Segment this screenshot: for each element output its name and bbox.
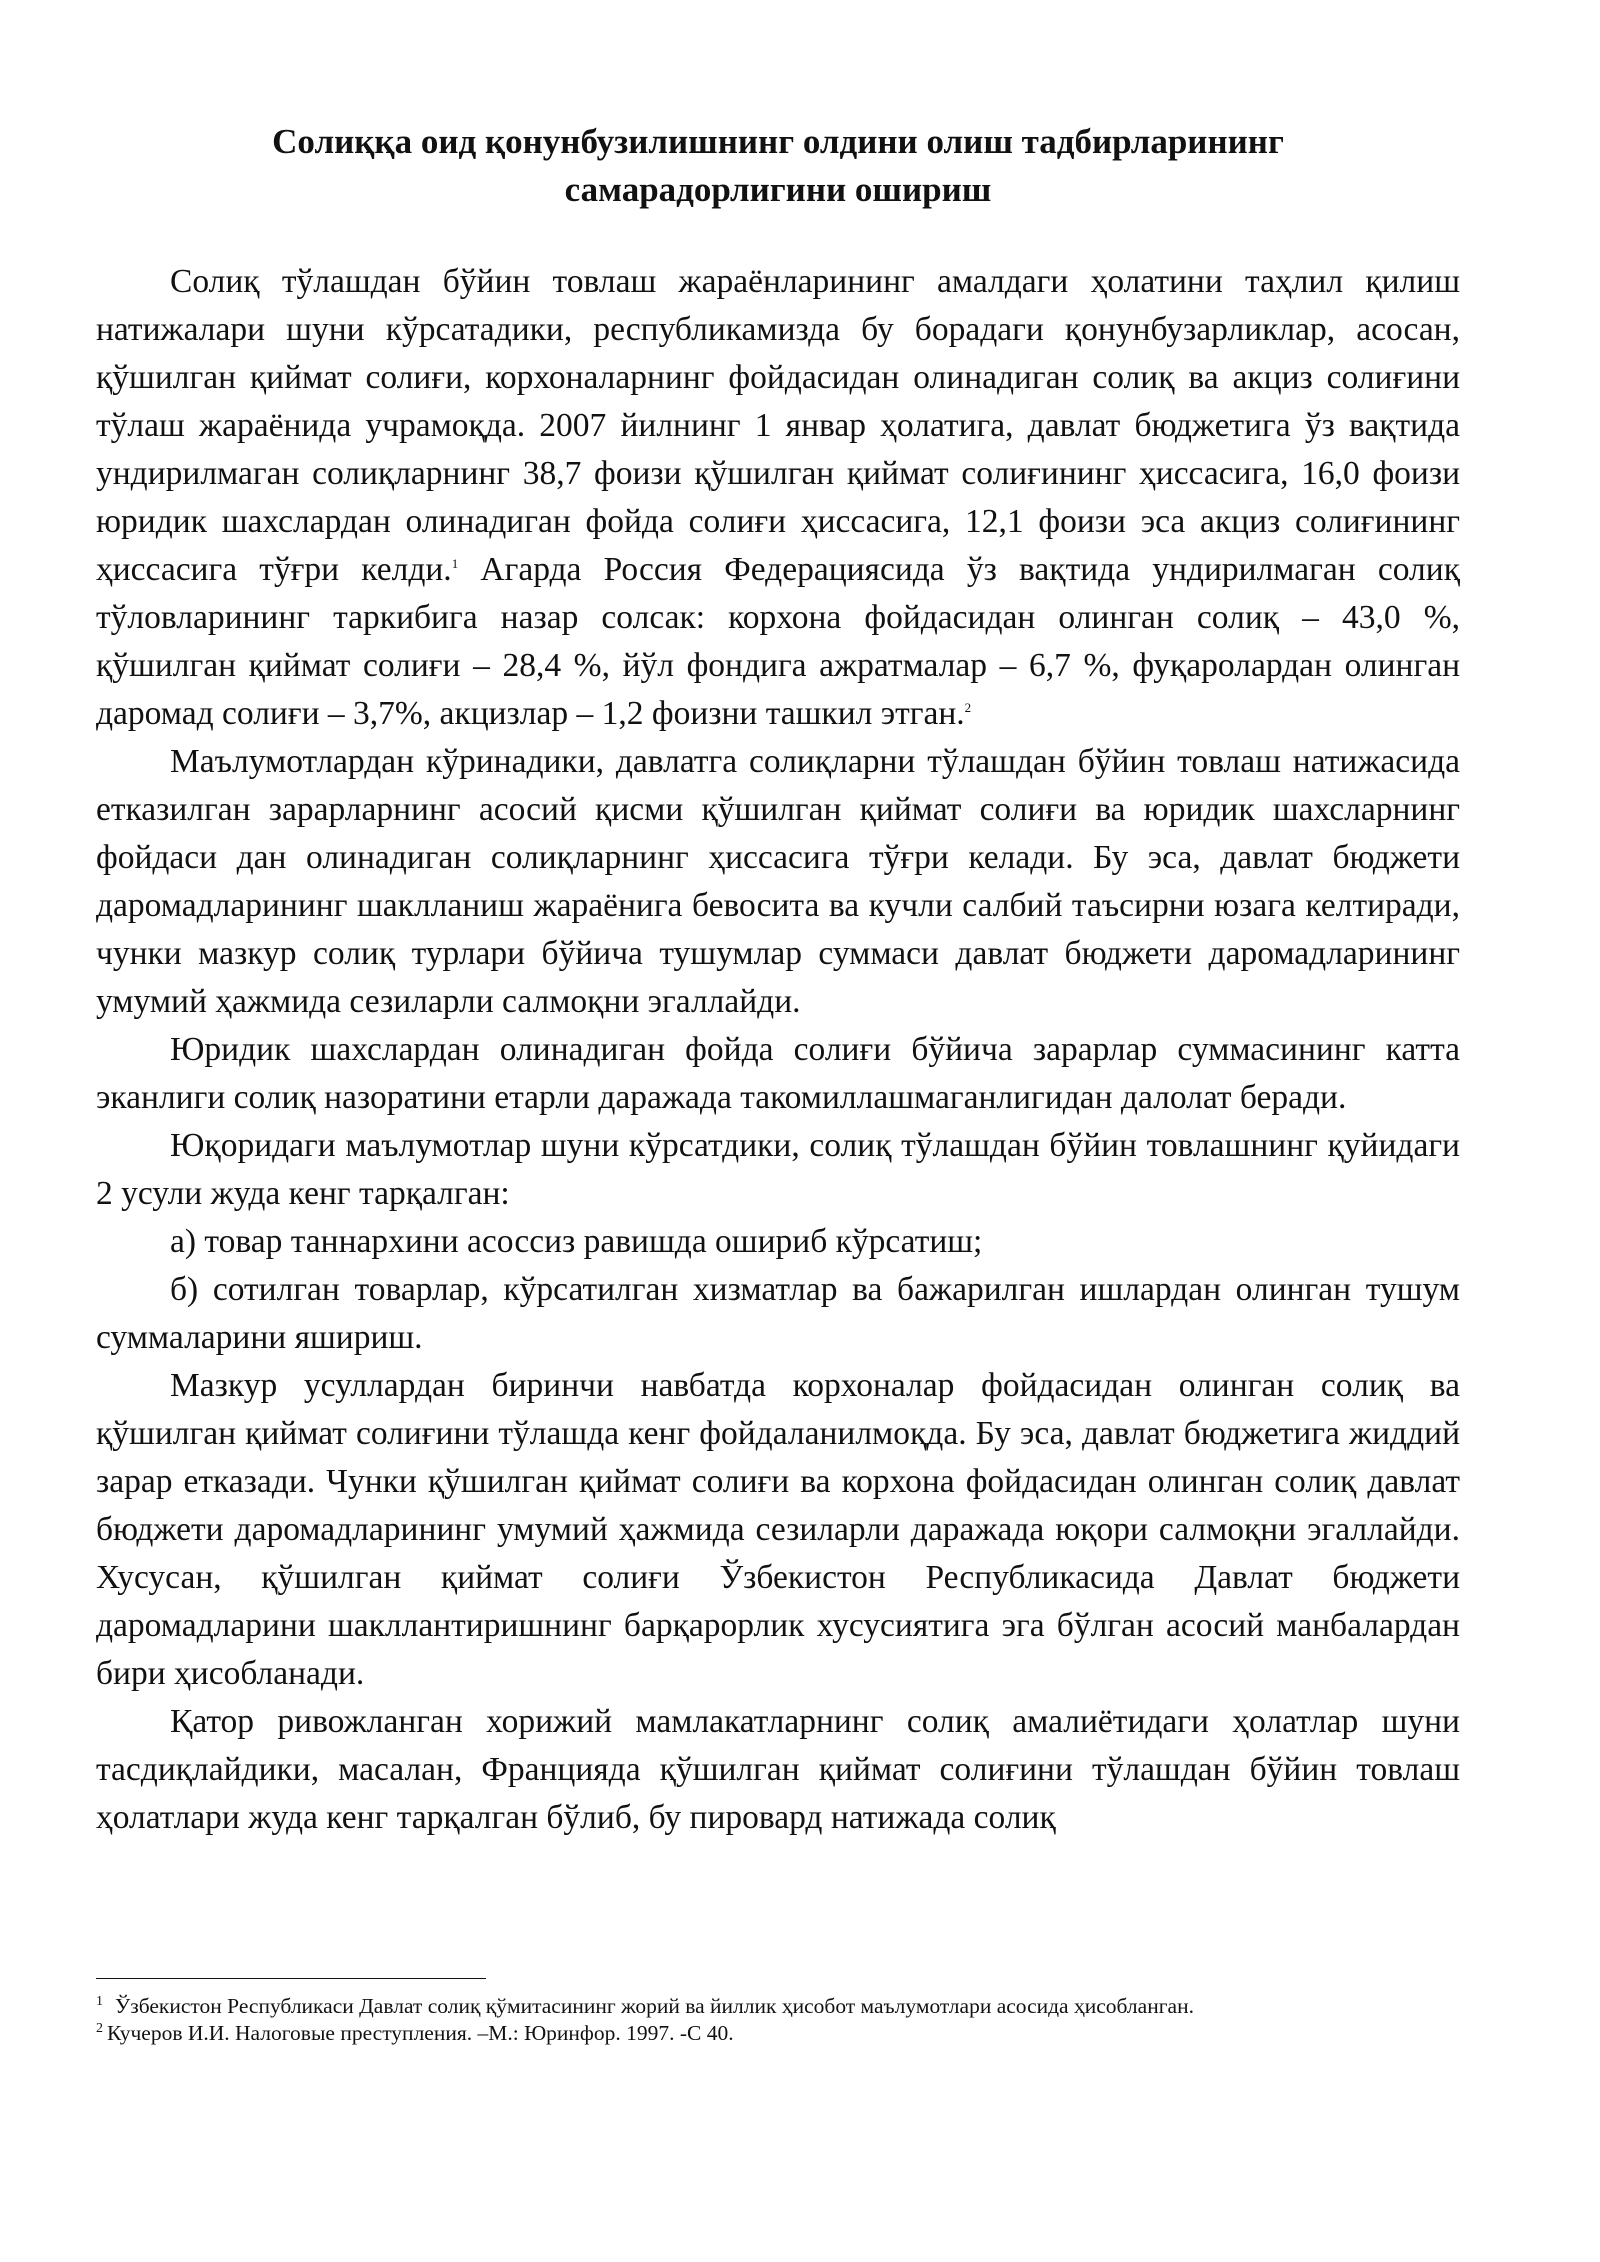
footnotes-section (96, 1978, 1460, 2047)
paragraph-7: Мазкур усуллардан биринчи навбатда корхоналар фойдасидан олинган солиқ ва қўшилган қиймат солиғини тўлашда кенг фойдаланилмоқда. Бу эса, давлат бюджетига жиддий зарар етказади. Чунки қўшилган қиймат солиғи ва корхона фойдасидан олинган солиқ давлат бюджети даромадларининг умумий ҳажмида сезиларли даражада юқори салмоқни эгаллайди. Хусусан, қўшилган қиймат солиғи Ўзбекистон Республикасида Давлат бюджети даромадларини шакллантиришнинг барқарорлик хусусиятига эга бўлган асосий манбалардан бири ҳисобланади. (96, 1367, 1460, 1692)
footnote-2-text: Кучеров И.И. Налоговые преступления. –М.: Юринфор. 1997. -С 40. (107, 2021, 734, 2045)
footnote-2-mark: 2 (96, 2020, 103, 2036)
paragraph-8: Қатор ривожланган хорижий мамлакатларнинг солиқ амалиётидаги ҳолатлар шуни тасдиқлайдики, масалан, Францияда қўшилган қиймат солиғини тўлашдан бўйин товлаш ҳолатлари жуда кенг тарқалган бўлиб, бу пировард натижада солиқ (96, 1703, 1460, 1836)
list-item-b: б) сотилган товарлар, кўрсатилган хизматлар ва бажарилган ишлардан олинган тушум суммаларини яшириш. (96, 1271, 1460, 1356)
paragraph-3: Юридик шахслардан олинадиган фойда солиғи бўйича зарарлар суммасининг катта эканлиги солиқ назоратини етарли даражада такомиллашмаганлигидан далолат беради. (96, 1031, 1460, 1116)
paragraph-2: Маълумотлардан кўринадики, давлатга солиқларни тўлашдан бўйин товлаш натижасида етказилган зарарларнинг асосий қисми қўшилган қиймат солиғи ва юридик шахсларнинг фойдаси дан олинадиган солиқларнинг ҳиссасига тўғри келади. Бу эса, давлат бюджети даромадларининг шаклланиш жараёнига бевосита ва кучли салбий таъсирни юзага келтиради, чунки мазкур солиқ турлари бўйича тушумлар суммаси давлат бюджети даромадларининг умумий ҳажмида сезиларли салмоқни эгаллайди. (96, 743, 1460, 1020)
paragraph-4: Юқоридаги маълумотлар шуни кўрсатдики, солиқ тўлашдан бўйин товлашнинг қуйидаги 2 усули жуда кенг тарқалган: (96, 1127, 1460, 1212)
footnote-2 (96, 2020, 1460, 2047)
footnote-1 (96, 1993, 1460, 2020)
paragraph-1-part-a: Солиқ тўлашдан бўйин товлаш жараёнларининг амалдаги ҳолатини таҳлил қилиш натижалари шуни кўрсатадики, республикамизда бу борадаги қонунбузарликлар, асосан, қўшилган қиймат солиғи, корхоналарнинг фойдасидан олинадиган солиқ ва акциз солиғини тўлаш жараёнида учрамоқда. 2007 йилнинг 1 январ ҳолатига, давлат бюджетига ўз вақтида ундирилмаган солиқларнинг 38,7 фоизи қўшилган қиймат солиғининг ҳиссасига, 16,0 фоизи юридик шахслардан олинадиган фойда солиғи ҳиссасига, 12,1 фоизи эса акциз солиғининг ҳиссасига тўғри келди. (96, 263, 1460, 588)
title-line-2: самарадорлигини ошириш (564, 170, 992, 209)
list-item-a: а) товар таннархини асоссиз равишда ошириб кўрсатиш; (170, 1223, 983, 1260)
footnote-reference-1[interactable]: 1 (451, 555, 459, 571)
footnote-separator (96, 1978, 486, 1979)
footnote-1-text: Ўзбекистон Республикаси Давлат солиқ қўмитасининг жорий ва йиллик ҳисобот маълумотлари асосида ҳисобланган. (115, 1994, 1194, 2018)
title-line-1: Солиққа оид қонунбузилишнинг олдини олиш тадбирларининг (272, 122, 1284, 161)
footnote-reference-2[interactable]: 2 (964, 699, 972, 715)
paragraph-1-part-b: Агарда Россия Федерациясида ўз вақтида ундирилмаган солиқ тўловларининг таркибига назар солсак: корхона фойдасидан олинган солиқ – 43,0 %, қўшилган қиймат солиғи – 28,4 %, йўл фондига ажратмалар – 6,7 %, фуқаролардан олинган даромад солиғи – 3,7%, акцизлар – 1,2 фоизни ташкил этган. (96, 551, 1460, 732)
document-title (96, 118, 1460, 214)
paragraph-1 (96, 258, 1460, 738)
footnote-1-mark: 1 (96, 1993, 103, 2009)
